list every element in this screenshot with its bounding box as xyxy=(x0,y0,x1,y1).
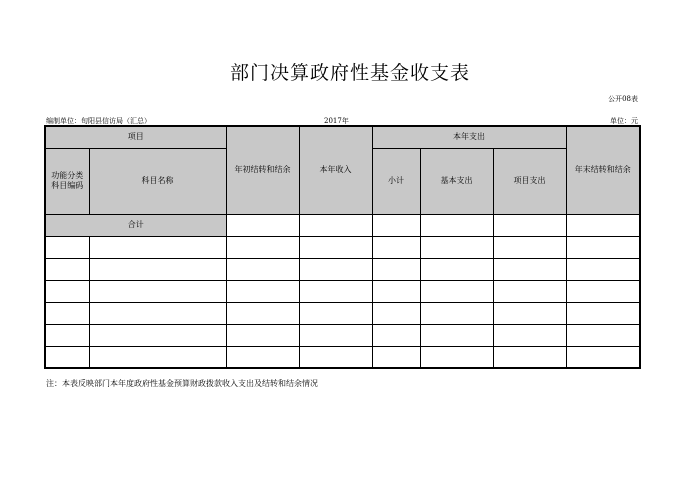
table-cell xyxy=(420,236,493,258)
header-expense: 本年支出 xyxy=(372,126,566,148)
table-cell xyxy=(420,324,493,346)
table-cell xyxy=(420,280,493,302)
table-cell xyxy=(420,346,493,368)
total-label: 合计 xyxy=(45,214,226,236)
table-cell xyxy=(226,324,299,346)
header-subject-name: 科目名称 xyxy=(89,148,226,214)
table-cell xyxy=(45,258,89,280)
table-cell xyxy=(89,346,226,368)
table-cell xyxy=(372,324,420,346)
table-cell xyxy=(299,258,372,280)
table-cell xyxy=(45,346,89,368)
table-cell xyxy=(45,236,89,258)
table-cell xyxy=(493,214,566,236)
table-cell xyxy=(493,258,566,280)
table-cell xyxy=(226,258,299,280)
table-row xyxy=(45,302,640,324)
table-cell xyxy=(299,236,372,258)
header-basic-expense: 基本支出 xyxy=(420,148,493,214)
table-cell xyxy=(299,324,372,346)
table-cell xyxy=(372,258,420,280)
table-cell xyxy=(89,302,226,324)
table-cell xyxy=(299,302,372,324)
table-cell xyxy=(420,302,493,324)
table-cell xyxy=(566,258,640,280)
table-cell xyxy=(226,214,299,236)
table-cell xyxy=(493,236,566,258)
table-cell xyxy=(45,324,89,346)
table-cell xyxy=(372,280,420,302)
report-year: 2017年 xyxy=(324,117,349,125)
table-cell xyxy=(372,236,420,258)
table-cell xyxy=(299,280,372,302)
table-cell xyxy=(226,346,299,368)
table-cell xyxy=(226,302,299,324)
table-note: 注：本表反映部门本年度政府性基金预算财政拨款收入支出及结转和结余情况 xyxy=(46,379,318,388)
table-cell xyxy=(226,280,299,302)
table-cell xyxy=(566,302,640,324)
table-cell xyxy=(89,280,226,302)
table-cell xyxy=(226,236,299,258)
table-cell xyxy=(493,346,566,368)
header-end-balance: 年末结转和结余 xyxy=(566,126,640,214)
table-cell xyxy=(420,214,493,236)
header-project-expense: 项目支出 xyxy=(493,148,566,214)
table-code: 公开08表 xyxy=(608,95,638,103)
table-cell xyxy=(45,280,89,302)
table-row xyxy=(45,258,640,280)
table-cell xyxy=(372,346,420,368)
table-row xyxy=(45,236,640,258)
table-cell xyxy=(566,236,640,258)
table-row xyxy=(45,280,640,302)
table-row xyxy=(45,324,640,346)
table-cell xyxy=(299,346,372,368)
table-cell xyxy=(45,302,89,324)
table-cell xyxy=(566,324,640,346)
header-begin-balance: 年初结转和结余 xyxy=(226,126,299,214)
fund-table xyxy=(44,125,641,369)
page-title: 部门决算政府性基金收支表 xyxy=(229,62,470,84)
table-cell xyxy=(493,280,566,302)
table-cell xyxy=(493,302,566,324)
total-row xyxy=(45,214,640,236)
table-cell xyxy=(566,214,640,236)
table-cell xyxy=(493,324,566,346)
table-cell xyxy=(89,236,226,258)
header-income: 本年收入 xyxy=(299,126,372,214)
header-subtotal: 小计 xyxy=(372,148,420,214)
table-cell xyxy=(372,302,420,324)
header-item: 项目 xyxy=(45,126,226,148)
table-row xyxy=(45,346,640,368)
currency-unit: 单位：元 xyxy=(610,117,638,125)
table-cell xyxy=(372,214,420,236)
table-cell xyxy=(299,214,372,236)
header-func-code: 功能分类科目编码 xyxy=(45,148,89,214)
table-cell xyxy=(566,280,640,302)
table-cell xyxy=(89,258,226,280)
table-cell xyxy=(89,324,226,346)
table-cell xyxy=(566,346,640,368)
compiling-unit: 编制单位：旬阳县信访局（汇总） xyxy=(46,117,151,125)
table-cell xyxy=(420,258,493,280)
